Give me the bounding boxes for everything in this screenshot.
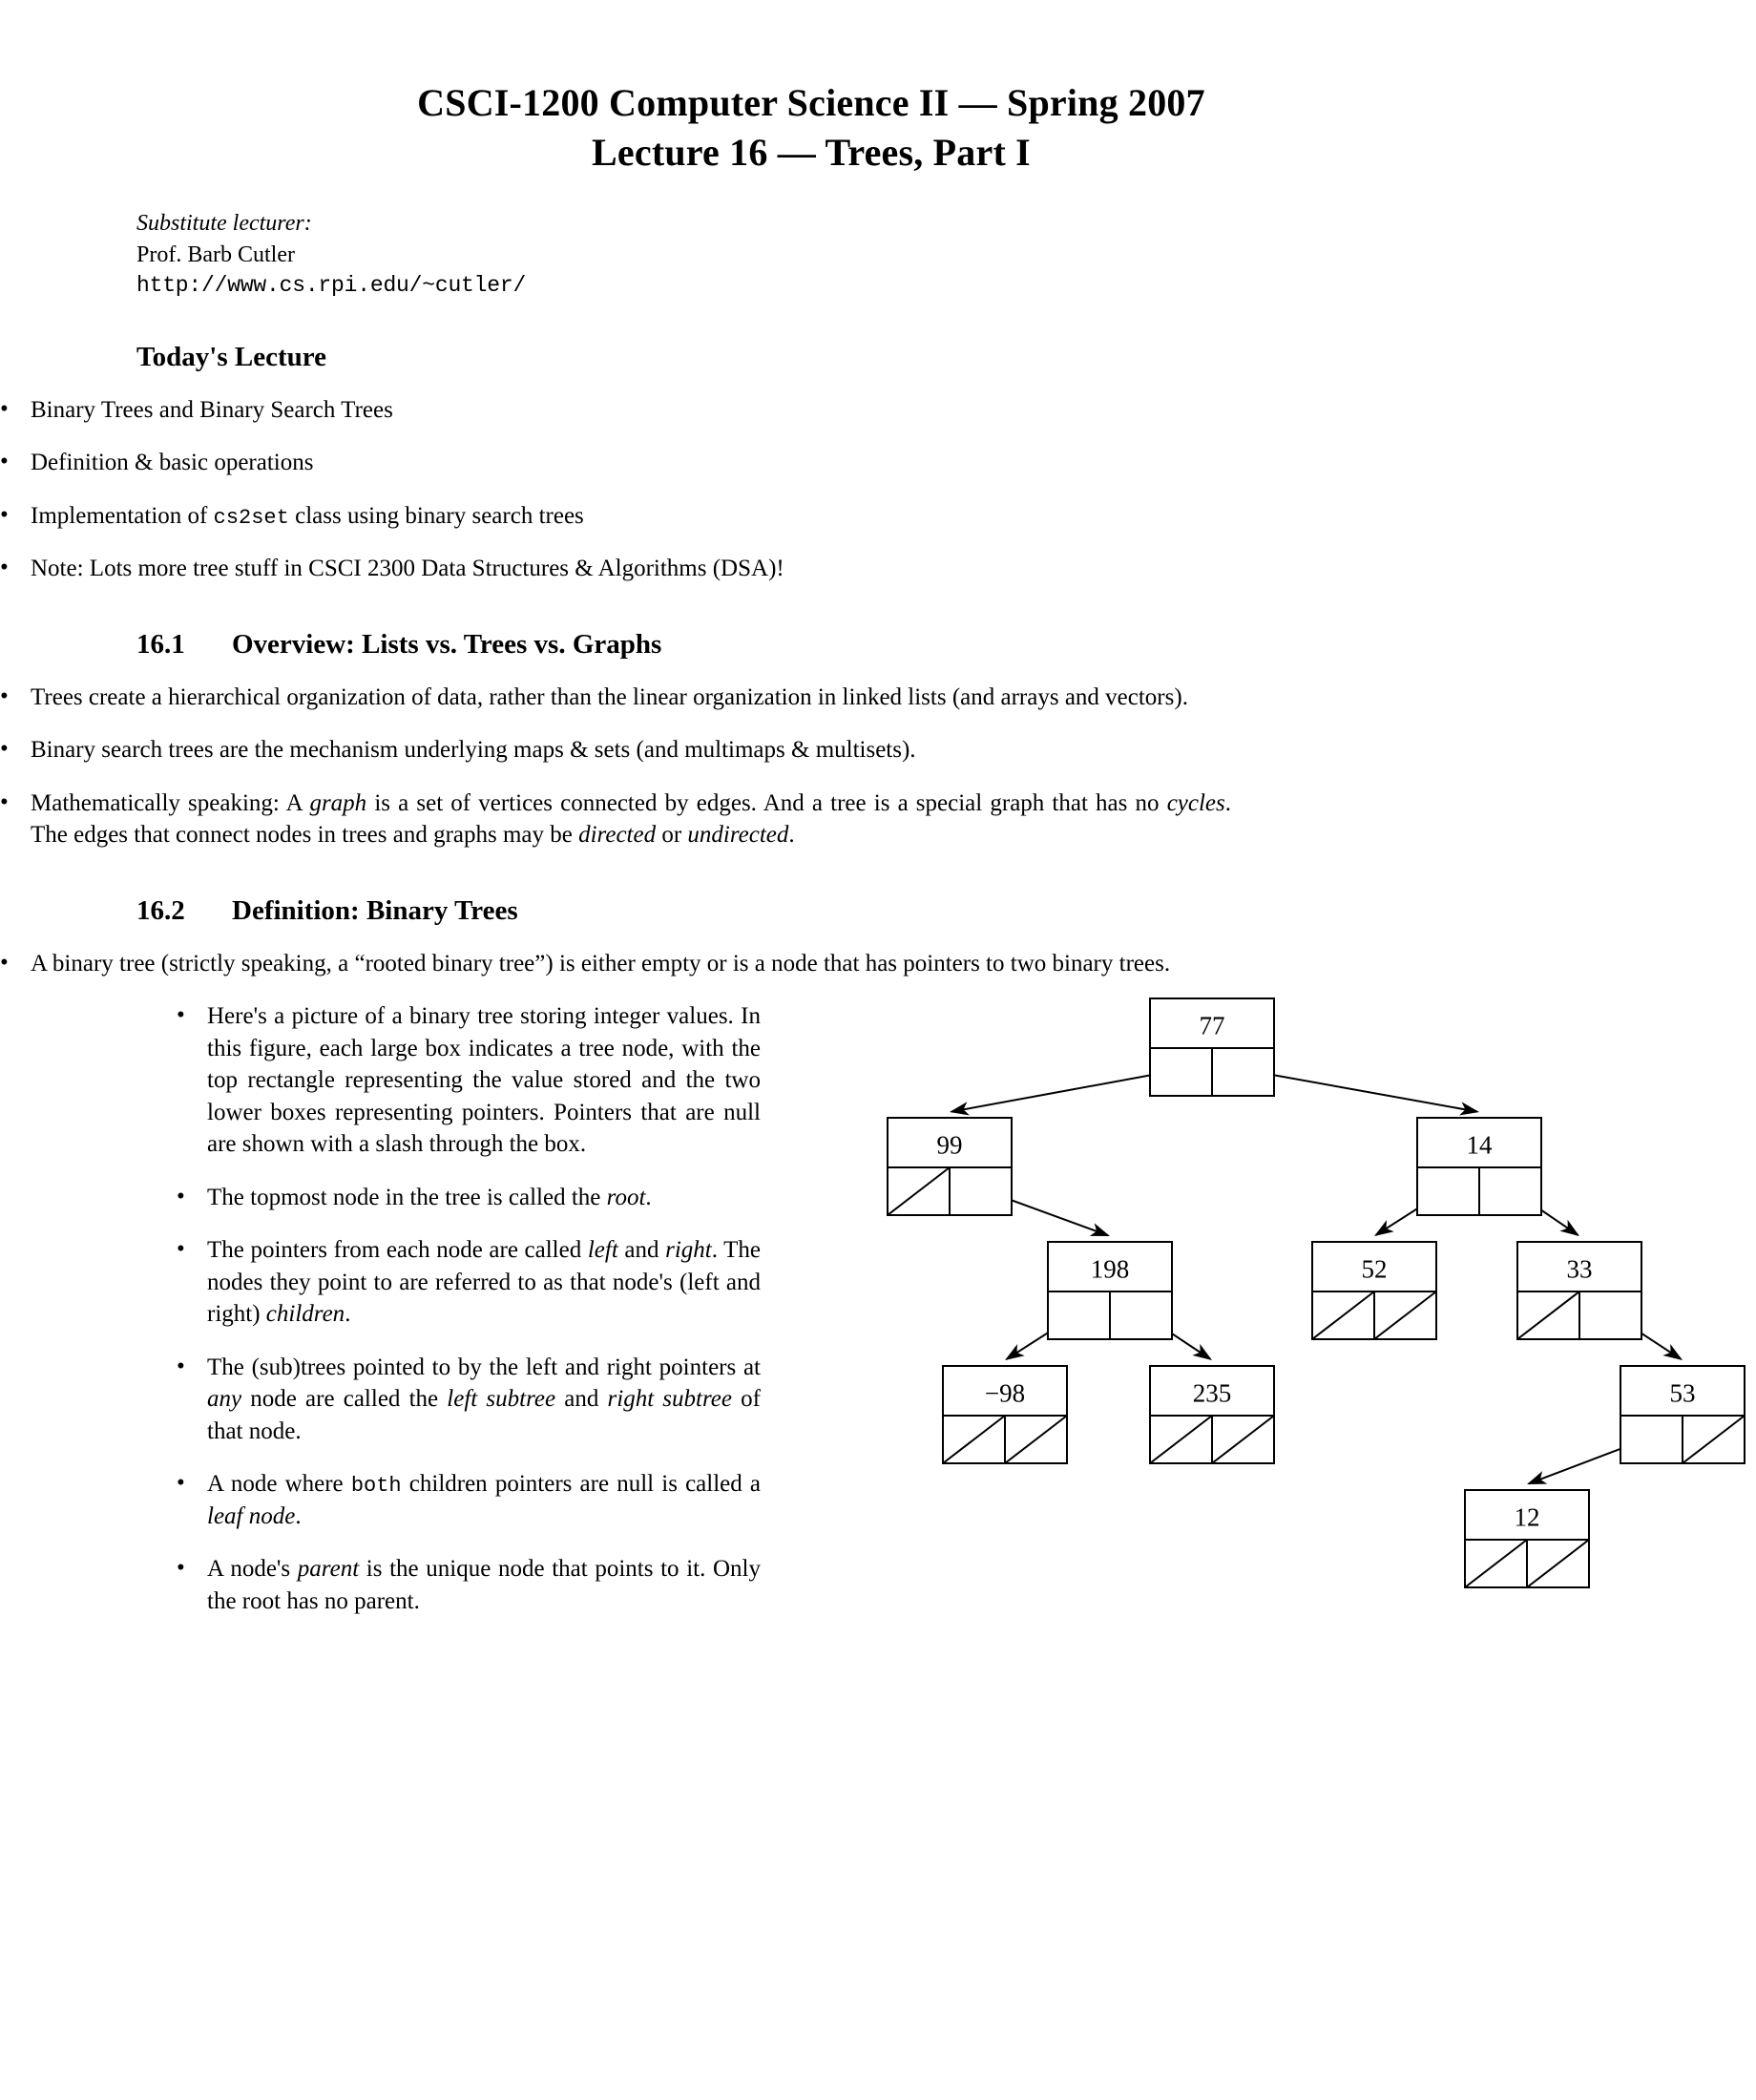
- body-text: class using binary search trees: [288, 502, 584, 529]
- emphasis-text: graph: [309, 789, 367, 816]
- title-line-1: CSCI-1200 Computer Science II — Spring 2007: [417, 81, 1205, 124]
- list-item: [0, 500, 1231, 533]
- body-text: and: [555, 1386, 608, 1413]
- code-text: cs2set: [213, 505, 289, 530]
- todays-lecture-list: [0, 394, 1231, 585]
- node-value-label: 14: [1466, 1130, 1493, 1160]
- body-text: children pointers are null is called a: [401, 1471, 762, 1498]
- body-text: Note: Lots more tree stuff in CSCI 2300 Data Structures & Algorithms (DSA)!: [31, 556, 784, 582]
- emphasis-text: right subtree: [607, 1386, 732, 1413]
- body-text: or: [656, 822, 688, 849]
- node-value-label: 77: [1199, 1011, 1225, 1040]
- node-value-label: 198: [1090, 1254, 1130, 1284]
- emphasis-text: leaf node: [207, 1502, 296, 1529]
- emphasis-text: root: [606, 1184, 646, 1210]
- list-item: [177, 1352, 761, 1448]
- section-16-2-number: 16.2: [136, 894, 185, 926]
- todays-lecture-heading: Today's Lecture: [136, 341, 326, 372]
- section-16-1-list: [0, 682, 1231, 851]
- body-text: .: [788, 822, 795, 849]
- list-item: [177, 1553, 761, 1617]
- list-item: [0, 553, 1231, 585]
- body-text: and: [617, 1237, 666, 1264]
- body-text: . The nodes they point to are referred to as that node's (left and right): [207, 1237, 761, 1328]
- binary-tree-figure: [840, 979, 1696, 1676]
- lecturer-block: [136, 208, 1622, 302]
- section-16-1-title: Overview: Lists vs. Trees vs. Graphs: [232, 628, 662, 660]
- emphasis-text: undirected: [687, 822, 789, 849]
- emphasis-text: cycles: [1166, 789, 1225, 816]
- list-item: [177, 1468, 761, 1532]
- tree-node: [1517, 1242, 1641, 1339]
- emphasis-text: left: [587, 1237, 618, 1264]
- section-16-2-wide-list: [0, 948, 1231, 980]
- body-text: of that node.: [207, 1386, 761, 1444]
- tree-node: [1620, 1366, 1745, 1463]
- tree-edge-n77-right: [1244, 1070, 1478, 1112]
- body-text: is the unique node that points to it. Only the root has no parent.: [207, 1556, 761, 1614]
- node-value-label: 99: [936, 1130, 963, 1160]
- body-text: The (sub)trees pointed to by the left and right pointers at: [207, 1354, 761, 1380]
- list-item: [0, 734, 1231, 766]
- tree-node: [1312, 1242, 1436, 1339]
- emphasis-text: left subtree: [447, 1386, 556, 1413]
- body-text: Binary search trees are the mechanism underlying maps & sets (and multimaps & multisets).: [31, 737, 916, 764]
- section-16-2-title: Definition: Binary Trees: [232, 894, 518, 926]
- body-text: .: [345, 1301, 351, 1328]
- body-text: is a set of vertices connected by edges. And a tree is a special graph that has no: [366, 789, 1167, 816]
- section-16-2-heading: [136, 895, 1622, 927]
- body-text: .: [645, 1184, 652, 1210]
- code-text: both: [350, 1474, 402, 1499]
- body-text: Implementation of: [31, 502, 214, 529]
- list-item: [177, 1000, 761, 1161]
- figure-side-text-column: [177, 979, 761, 1617]
- node-value-label: 33: [1566, 1254, 1593, 1284]
- list-item: [177, 1182, 761, 1214]
- list-item: [0, 788, 1231, 851]
- emphasis-text: right: [665, 1237, 712, 1264]
- lecturer-name: Prof. Barb Cutler: [136, 242, 295, 268]
- list-item: [0, 682, 1231, 714]
- tree-node: [888, 1118, 1012, 1215]
- body-text: The topmost node in the tree is called the: [207, 1184, 607, 1210]
- tree-node: [1417, 1118, 1541, 1215]
- emphasis-text: parent: [297, 1556, 360, 1583]
- body-text: A node's: [207, 1556, 298, 1583]
- node-value-label: −98: [984, 1378, 1026, 1408]
- body-text: A binary tree (strictly speaking, a “rooted binary tree”) is either empty or is a node that has pointers to two binary trees.: [31, 950, 1171, 976]
- node-value-label: 235: [1192, 1378, 1232, 1408]
- tree-node: [943, 1366, 1067, 1463]
- body-text: A node where: [207, 1471, 351, 1498]
- emphasis-text: children: [265, 1301, 345, 1328]
- body-text: . The edges that connect nodes in trees and graphs may be: [31, 789, 1231, 849]
- tree-node: [1048, 1242, 1172, 1339]
- body-text: node are called the: [241, 1386, 448, 1413]
- emphasis-text: directed: [578, 822, 657, 849]
- section-16-1-number: 16.1: [136, 628, 185, 660]
- body-text: Mathematically speaking: A: [31, 789, 310, 816]
- node-value-label: 53: [1669, 1378, 1696, 1408]
- emphasis-text: any: [207, 1386, 242, 1413]
- section-16-2-narrow-list: [177, 1000, 761, 1617]
- body-text: .: [295, 1502, 302, 1529]
- body-text: Definition & basic operations: [31, 450, 314, 476]
- tree-node: [1150, 1366, 1274, 1463]
- lecturer-role: Substitute lecturer:: [136, 211, 312, 236]
- list-item: [177, 1234, 761, 1331]
- list-item: [0, 948, 1231, 980]
- document-title-block: [0, 0, 1622, 178]
- tree-node: [1150, 998, 1274, 1096]
- node-value-label: 52: [1361, 1254, 1388, 1284]
- tree-edge-n77-left: [951, 1070, 1181, 1112]
- body-text: The pointers from each node are called: [207, 1237, 588, 1264]
- node-value-label: 12: [1514, 1502, 1540, 1532]
- list-item: [0, 447, 1231, 479]
- section-16-1-heading: [136, 629, 1622, 661]
- title-line-2: Lecture 16 — Trees, Part I: [592, 131, 1031, 174]
- lecturer-url[interactable]: http://www.cs.rpi.edu/~cutler/: [136, 273, 527, 299]
- binary-tree-diagram: [840, 979, 1756, 1648]
- list-item: [0, 394, 1231, 427]
- body-text: Here's a picture of a binary tree storing integer values. In this figure, each large box indicates a tree node, with the top rectangle representing the value stored and the two lower boxes representing pointers. Pointers that are null are shown with a slash through the box.: [207, 1003, 761, 1158]
- body-text: Trees create a hierarchical organization of data, rather than the linear organization in linked lists (and arrays and vectors).: [31, 683, 1188, 710]
- body-text: Binary Trees and Binary Search Trees: [31, 396, 393, 423]
- tree-node: [1465, 1490, 1589, 1587]
